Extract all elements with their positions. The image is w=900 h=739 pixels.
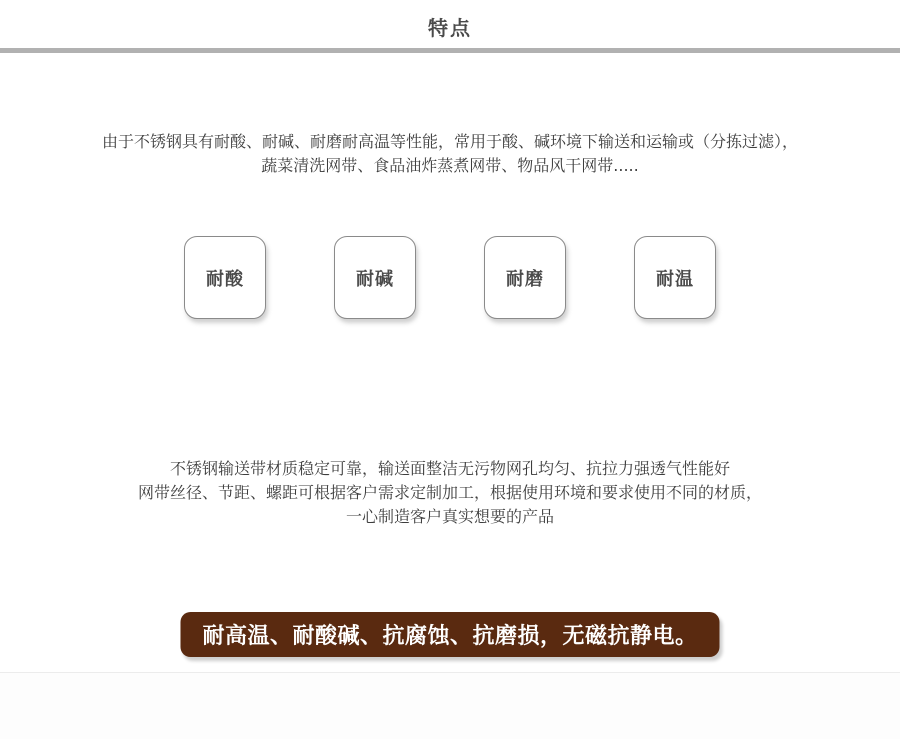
description-line-2: 网带丝径、节距、螺距可根据客户需求定制加工，根据使用环境和要求使用不同的材质， [137, 483, 762, 502]
badge-row [0, 236, 900, 319]
section-title: 特点 [428, 16, 472, 40]
feature-banner [180, 612, 719, 657]
description-paragraph [0, 457, 900, 529]
badge-label: 耐酸 [206, 268, 244, 290]
description-line-3: 一心制造客户真实想要的产品 [345, 507, 554, 526]
intro-paragraph [0, 130, 900, 178]
intro-line-2: 蔬菜清洗网带、食品油炸蒸煮网带、物品风干网带..... [261, 156, 639, 175]
intro-line-1: 由于不锈钢具有耐酸、耐碱、耐磨耐高温等性能，常用于酸、碱环境下输送和运输或（分拣过滤）， [101, 132, 798, 151]
badge-wear-resistant [484, 236, 566, 319]
badge-alkali-resistant [334, 236, 416, 319]
footer-area [0, 673, 900, 739]
badge-label: 耐碱 [356, 268, 394, 290]
feature-banner-text: 耐高温、耐酸碱、抗腐蚀、抗磨损，无磁抗静电。 [202, 624, 698, 649]
title-divider [0, 48, 900, 53]
badge-acid-resistant [184, 236, 266, 319]
badge-label: 耐温 [656, 268, 694, 290]
badge-temperature-resistant [634, 236, 716, 319]
badge-label: 耐磨 [506, 268, 544, 290]
description-line-1: 不锈钢输送带材质稳定可靠，输送面整洁无污物网孔均匀、抗拉力强透气性能好 [169, 459, 730, 478]
